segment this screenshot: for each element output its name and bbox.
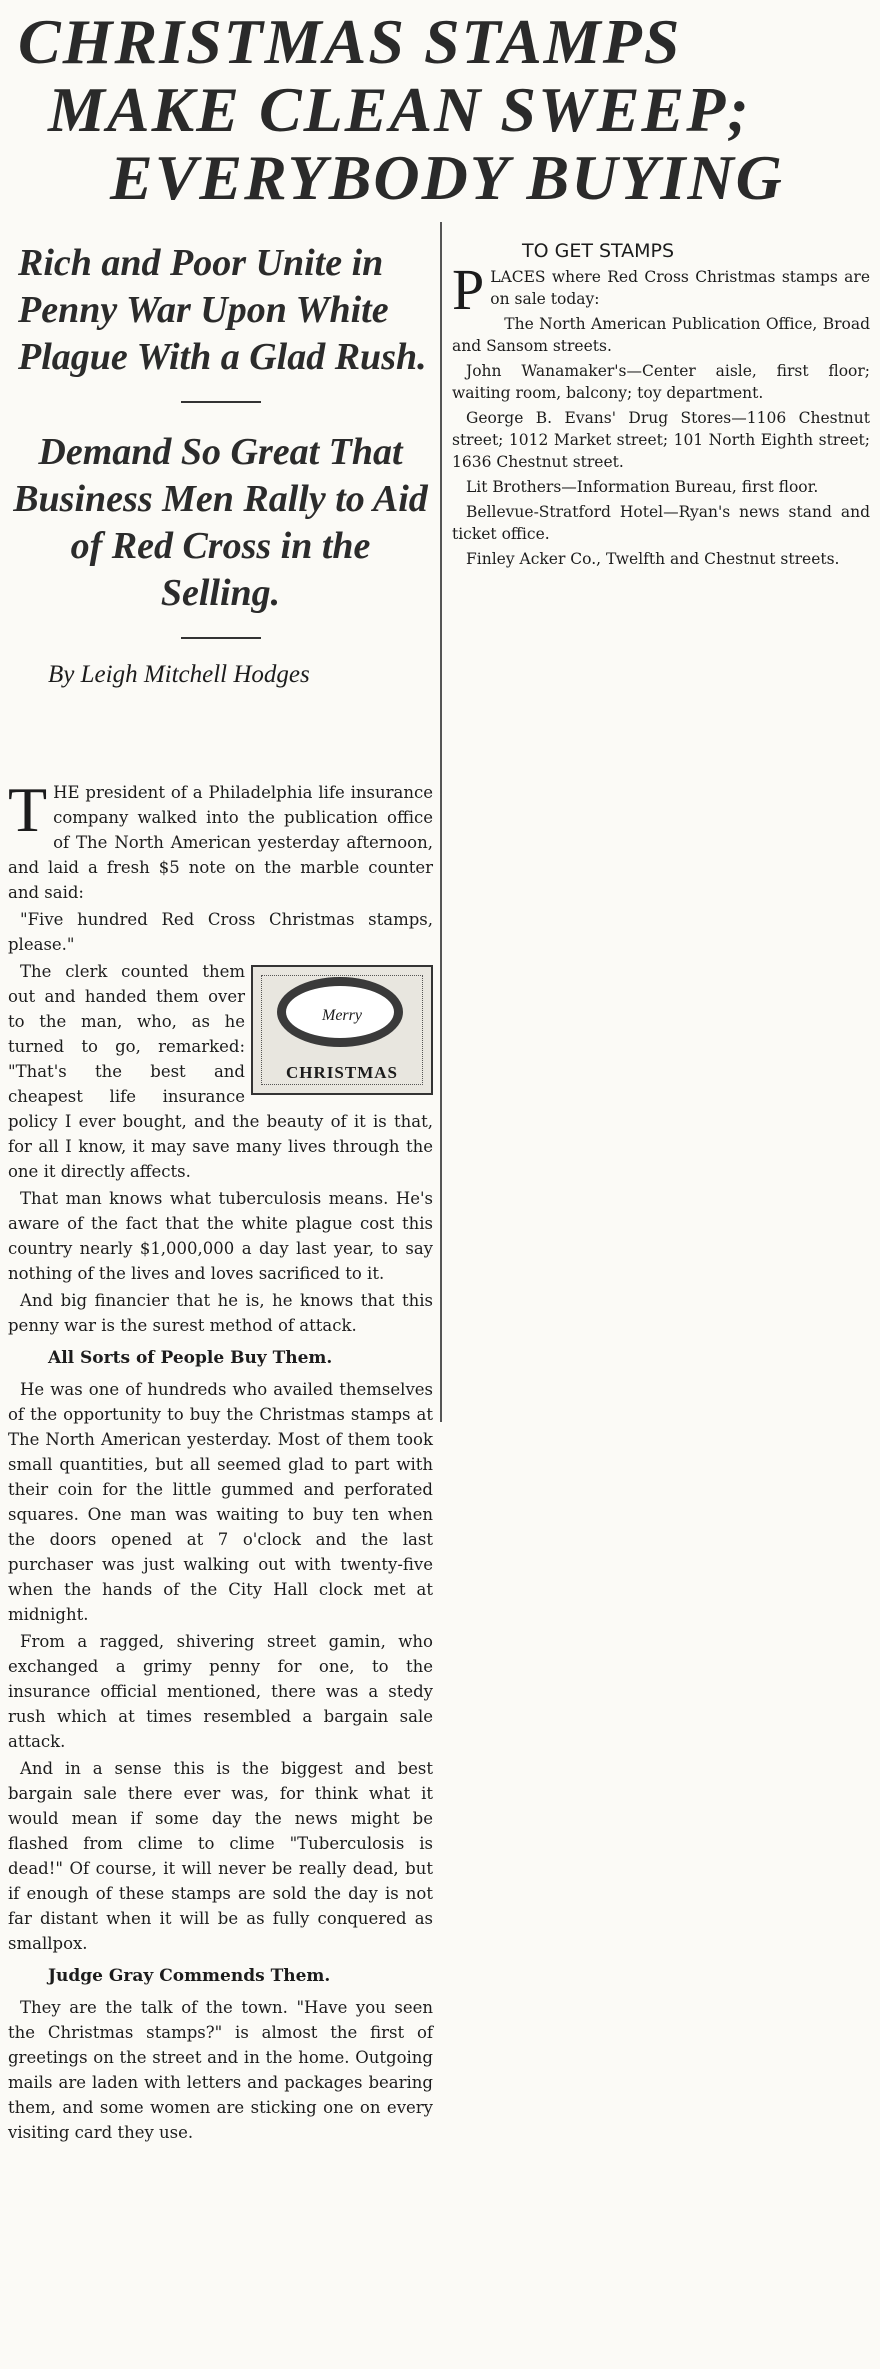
deck-divider-2: [181, 637, 261, 639]
deck-1: Rich and Poor Unite in Penny War Upon White Plague With a Glad Rush.: [18, 242, 427, 378]
subhead-1: All Sorts of People Buy Them.: [48, 1348, 333, 1368]
sidebar-paragraph-4: George B. Evans' Drug Stores—1106 Chestnut street; 1012 Market street; 101 North Eighth street; 1636 Chestnut street.: [452, 409, 870, 471]
left-column-header: [8, 240, 433, 699]
headline: [0, 0, 880, 220]
sidebar-paragraph-3: John Wanamaker's—Center aisle, first floor; waiting room, balcony; toy department.: [452, 362, 870, 402]
drop-cap: T: [8, 774, 48, 845]
stamp-bottom-text: CHRISTMAS: [286, 1063, 398, 1082]
article-body: [8, 774, 433, 2147]
article-paragraph-1-text: HE president of a Philadelphia life insurance company walked into the publication office of The North American yesterday afternoon, and laid a fresh $5 note on the marble counter and said:: [8, 783, 433, 902]
sidebar-heading: TO GET STAMPS: [522, 240, 675, 262]
sidebar-box: [452, 240, 870, 573]
byline: By Leigh Mitchell Hodges: [48, 661, 310, 688]
article-paragraph-4: That man knows what tuberculosis means. He's aware of the fact that the white plague cost this country nearly $1,000,000 a day last year, to say nothing of the lives and loves sacrificed to it.: [8, 1189, 433, 1283]
article-paragraph-7: From a ragged, shivering street gamin, who exchanged a grimy penny for one, to the insurance official mentioned, there was a stedy rush which at times resembled a bargain sale attack.: [8, 1632, 433, 1751]
article-paragraph-9: They are the talk of the town. "Have you seen the Christmas stamps?" is almost the first of greetings on the street and in the home. Outgoing mails are laden with letters and packages bearing them, and some women are sticking one on every visiting card they use.: [8, 1998, 433, 2142]
article-paragraph-1: [8, 774, 433, 905]
article-paragraph-8: And in a sense this is the biggest and best bargain sale there ever was, for think what it would mean if some day the news might be flashed from clime to clime "Tuberculosis is dead!" Of course, it will never be really dead, but if enough of these stamps are sold the day is not far distant when it will be as fully conquered as smallpox.: [8, 1759, 433, 1953]
subhead-2: Judge Gray Commends Them.: [48, 1966, 331, 1986]
headline-line-1: CHRISTMAS STAMPS: [18, 6, 682, 77]
sidebar-paragraph-1-text: LACES where Red Cross Christmas stamps are on sale today:: [490, 268, 870, 308]
sidebar-paragraph-2: The North American Publication Office, Broad and Sansom streets.: [452, 315, 870, 355]
column-rule: [440, 222, 442, 1422]
article-paragraph-3: The clerk counted them out and handed them over to the man, who, as he turned to go, remarked: "That's the best and cheapest life insurance policy I ever bought, and the beauty of it is that, for all I know, it may save many lives through the one it directly affects.: [8, 962, 433, 1181]
stamp-top-text: Merry: [322, 1007, 362, 1024]
christmas-stamp-image: [251, 965, 433, 1095]
sidebar-paragraph-7: Finley Acker Co., Twelfth and Chestnut streets.: [466, 550, 840, 568]
sidebar-paragraph-6: Bellevue-Stratford Hotel—Ryan's news stand and ticket office.: [452, 503, 870, 543]
deck-divider: [181, 401, 261, 403]
article-paragraph-2: "Five hundred Red Cross Christmas stamps, please.": [8, 910, 433, 954]
headline-line-2: MAKE CLEAN SWEEP;: [48, 74, 751, 145]
sidebar-drop-cap: P: [452, 257, 485, 322]
deck-2: Demand So Great That Business Men Rally to Aid of Red Cross in the Selling.: [13, 431, 428, 614]
article-paragraph-6: He was one of hundreds who availed themselves of the opportunity to buy the Christmas stamps at The North American yesterday. Most of them took small quantities, but all seemed glad to part with their coin for the little gummed and perforated squares. One man was waiting to buy ten when the doors opened at 7 o'clock and the last purchaser was just walking out with twenty-five when the hands of the City Hall clock met at midnight.: [8, 1380, 433, 1624]
article-paragraph-5: And big financier that he is, he knows that this penny war is the surest method of attack.: [8, 1291, 433, 1335]
sidebar-paragraph-5: Lit Brothers—Information Bureau, first floor.: [466, 478, 819, 496]
headline-line-3: EVERYBODY BUYING: [110, 142, 784, 213]
sidebar-paragraph-1: [452, 257, 870, 322]
